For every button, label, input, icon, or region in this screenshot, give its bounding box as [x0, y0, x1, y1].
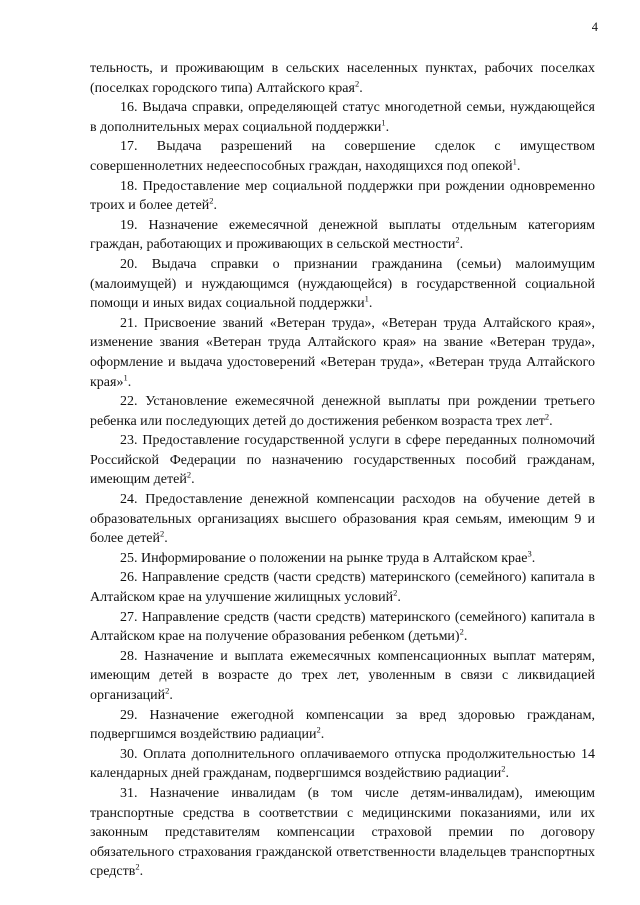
item-text: 17. Выдача разрешений на совершение сделок с имуществом совершеннолетних недееспособных граждан, находящихся под опекой	[90, 139, 595, 174]
item-text: 30. Оплата дополнительного оплачиваемого отпуска продолжительностью 14 календарных дней гражданам, подвергшимся воздействию радиации	[90, 746, 595, 782]
item-text: 20. Выдача справки о признании гражданина (семьи) малоимущим (малоимущей) и нуждающимся (нуждающейся) в государственной социальной помощи и иных видах социальной поддержки	[90, 256, 595, 312]
footnote-ref: 2	[354, 77, 360, 88]
list-item-30: 30. Оплата дополнительного оплачиваемого отпуска продолжительностью 14 календарных дней гражданам, подвергшимся воздействию радиации$^2$.	[90, 746, 595, 782]
footnote-ref: 2	[544, 411, 550, 422]
item-text: 28. Назначение и выплата ежемесячных компенсационных выплат матерям, имеющим детей в возрасте до трех лет, уволенным в связи с ликвидацией организаций	[90, 648, 595, 703]
list-item-19: 19. Назначение ежемесячной денежной выплаты отдельным категориям граждан, работающих и проживающих в сельской местности$^2$.	[90, 217, 595, 253]
list-item-24: 24. Предоставление денежной компенсации расходов на обучение детей в образовательных организациях высшего образования края семьям, имеющим 9 и более детей$^2$.	[90, 492, 595, 547]
footnote-ref: 2	[165, 685, 170, 696]
list-item-21: 21. Присвоение званий «Ветеран труда», «Ветеран труда Алтайского края», изменение звания «Ветеран труда Алтайского края» на звание «Ветеран труда», оформление и выдача удостоверений «Ветеран труда», «Ветеран труда Алтайского края»$^1$.	[90, 315, 595, 390]
list-item-25: 25. Информирование о положении на рынке труда в Алтайском крае$^3$.	[120, 548, 536, 566]
list-item-17: 17. Выдача разрешений на совершение сделок с имуществом совершеннолетних недееспособных граждан, находящихся под опекой$^1$.	[90, 139, 595, 174]
item-text: 22. Установление ежемесячной денежной выплаты при рождении третьего ребенка или последующих детей до достижения ребенком возраста трех лет	[90, 394, 595, 429]
list-item-31: 31. Назначение инвалидам (в том числе детям-инвалидам), имеющим транспортные средства в соответствии с медицинскими показаниями, или их законным представителям компенсации страховой премии по договору обязательного страхования гражданской ответственности владельцев транспортных средств$^2$.	[90, 785, 595, 880]
list-item-27: 27. Направление средств (части средств) материнского (семейного) капитала в Алтайском крае на получение образования ребенком (детьми)$^2$.	[90, 609, 595, 645]
footnote-ref: 2	[455, 234, 460, 245]
list-item-16: 16. Выдача справки, определяющей статус многодетной семьи, нуждающейся в дополнительных мерах социальной поддержки$^1$.	[90, 100, 595, 135]
footnote-ref: 2	[316, 724, 321, 735]
item-text: 21. Присвоение званий «Ветеран труда», «Ветеран труда Алтайского края», изменение звания «Ветеран труда Алтайского края» на звание «Ветеран труда», оформление и выдача удостоверений «Ветеран труда», «Ветеран труда Алтайского края»	[90, 315, 595, 390]
item-text: 23. Предоставление государственной услуги в сфере переданных полномочий Российской Федерации по назначению государственных пособий гражданам, имеющим детей	[90, 433, 595, 488]
footnote-ref: 1	[512, 156, 517, 167]
footnote-ref: 2	[209, 195, 214, 206]
item-text: 24. Предоставление денежной компенсации расходов на обучение детей в образовательных организациях высшего образования края семьям, имеющим 9 и более детей	[90, 492, 595, 547]
paragraph-text: тельность, и проживающим в сельских населенных пунктах, рабочих поселках (поселках городского типа) Алтайского края	[90, 61, 595, 96]
footnote-ref: 2	[160, 528, 165, 539]
page-number: 4	[591, 20, 598, 34]
footnote-ref: 3	[527, 548, 532, 559]
list-item-18: 18. Предоставление мер социальной поддержки при рождении одновременно троих и более детей$^2$.	[90, 178, 595, 214]
list-item-22: 22. Установление ежемесячной денежной выплаты при рождении третьего ребенка или последующих детей до достижения ребенком возраста трех лет$^2$.	[90, 394, 595, 429]
footnote-ref: 1	[364, 293, 369, 304]
footnote-ref: 1	[381, 117, 386, 128]
list-item-26: 26. Направление средств (части средств) материнского (семейного) капитала в Алтайском крае на улучшение жилищных условий$^2$.	[90, 570, 595, 606]
footnote-ref: 2	[393, 587, 398, 598]
item-text: 29. Назначение ежегодной компенсации за вред здоровью гражданам, подвергшимся воздействию радиации	[90, 707, 595, 743]
document-body	[90, 59, 595, 882]
list-item-28: 28. Назначение и выплата ежемесячных компенсационных выплат матерям, имеющим детей в возрасте до трех лет, уволенным в связи с ликвидацией организаций$^2$.	[90, 648, 595, 703]
list-item-23: 23. Предоставление государственной услуги в сфере переданных полномочий Российской Федерации по назначению государственных пособий гражданам, имеющим детей$^2$.	[90, 433, 595, 488]
item-text: 31. Назначение инвалидам (в том числе детям-инвалидам), имеющим транспортные средства в соответствии с медицинскими показаниями, или их законным представителям компенсации страховой премии по договору обязательного страхования гражданской ответственности владельцев транспортных средств	[90, 785, 595, 880]
item-text: 19. Назначение ежемесячной денежной выплаты отдельным категориям граждан, работающих и проживающих в сельской местности	[90, 217, 595, 253]
item-text: 25. Информирование о положении на рынке труда в Алтайском крае	[120, 550, 528, 566]
continuation-paragraph: тельность, и проживающим в сельских населенных пунктах, рабочих поселках (поселках городского типа) Алтайского края$^2$.	[90, 61, 595, 96]
footnote-ref: 2	[501, 763, 506, 774]
footnote-ref: 2	[459, 626, 464, 637]
list-item-29: 29. Назначение ежегодной компенсации за вред здоровью гражданам, подвергшимся воздействию радиации$^2$.	[90, 707, 595, 743]
footnote-ref: 1	[123, 371, 128, 382]
item-text: 26. Направление средств (части средств) материнского (семейного) капитала в Алтайском крае на улучшение жилищных условий	[90, 570, 595, 606]
item-text: 27. Направление средств (части средств) материнского (семейного) капитала в Алтайском крае на получение образования ребенком (детьми)	[90, 609, 595, 645]
item-text: 16. Выдача справки, определяющей статус многодетной семьи, нуждающейся в дополнительных мерах социальной поддержки	[90, 100, 595, 135]
footnote-ref: 2	[135, 861, 140, 872]
footnote-ref: 2	[186, 469, 192, 480]
item-text: 18. Предоставление мер социальной поддержки при рождении одновременно троих и более детей	[90, 178, 595, 214]
list-item-20: 20. Выдача справки о признании гражданина (семьи) малоимущим (малоимущей) и нуждающимся (нуждающейся) в государственной социальной помощи и иных видах социальной поддержки$^1$.	[90, 256, 595, 312]
